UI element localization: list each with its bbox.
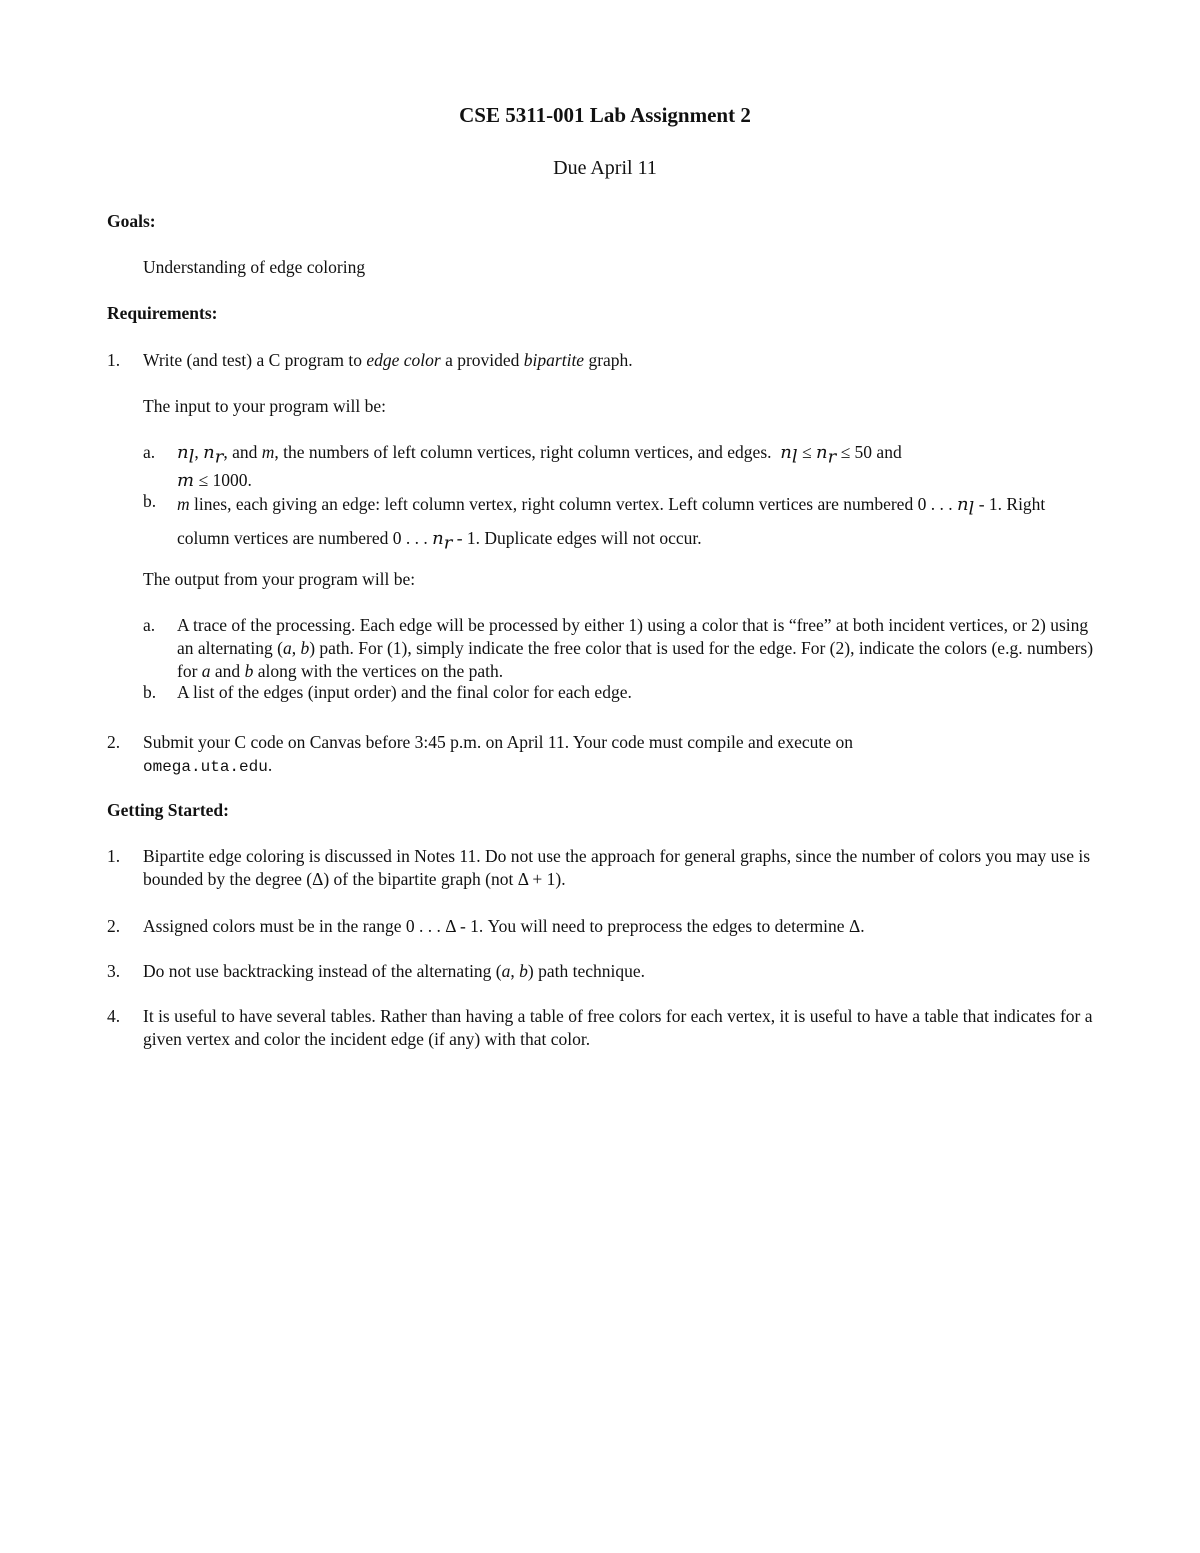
math-operator: ≤ [797, 442, 816, 462]
item-number: 2. [107, 916, 121, 936]
item-number: 2. [107, 732, 121, 752]
math-operator: ≤ [194, 469, 213, 490]
goals-heading: Goals: [107, 211, 156, 231]
item-number: 4. [107, 1006, 121, 1026]
math-number: 50 [854, 442, 873, 462]
math-b: b [300, 638, 310, 658]
text-run: along with the vertices on the path. [253, 661, 504, 681]
goals-text: Understanding of edge coloring [143, 257, 366, 277]
item-text [177, 490, 1102, 557]
math-n: n [177, 442, 189, 463]
requirements-heading: Requirements: [107, 303, 218, 323]
math-subscript: r [214, 446, 224, 468]
math-b: b [519, 961, 528, 981]
math-a: a [282, 638, 292, 658]
item-number: 1. [107, 846, 121, 866]
text-run: . [247, 469, 252, 490]
item-label: a. [143, 615, 156, 635]
text-run: Submit your C code on Canvas before 3:45 p.m. on April 11. Your code must compile and execute on [143, 732, 853, 752]
text-run: A trace of the processing. Each edge will be processed by either 1) using a color that is “free” at both incident vertices, or 2) using an alternating ( [177, 615, 1089, 658]
item-text [143, 960, 1103, 983]
text-run: lines, each giving an edge: left column vertex, right column vertex. Left column vertices are numbered 0 . . . [189, 494, 957, 514]
text-run: graph. [584, 350, 633, 370]
text-run: Write (and test) a C program to [143, 350, 367, 370]
text-run: Do not use backtracking instead of the alternating ( [143, 961, 502, 981]
text-run: a provided [440, 350, 524, 370]
math-m: m [261, 442, 275, 462]
input-intro: The input to your program will be: [143, 396, 387, 416]
math-subscript: r [443, 532, 453, 553]
getting-started-heading: Getting Started: [107, 800, 229, 820]
text-run: ) path. For (1), simply indicate the free color that is used for the edge. For (2), indicate the colors (e.g. numbers) for [177, 638, 1094, 681]
item-text [143, 349, 1103, 372]
math-number: 1000 [212, 469, 248, 490]
math-subscript: l [968, 498, 975, 520]
math-m: m [177, 494, 190, 514]
due-date: Due April 11 [553, 157, 657, 179]
item-label: a. [143, 442, 156, 462]
math-n: n [780, 442, 792, 463]
math-subscript: l [188, 446, 195, 468]
math-subscript: r [827, 446, 837, 468]
item-text: Assigned colors must be in the range 0 . . . Δ - 1. You will need to preprocess the edges to determine Δ. [143, 916, 865, 936]
item-text: It is useful to have several tables. Rather than having a table of free colors for each vertex, it is useful to have a table that indicates for a given vertex and color the incident edge (if any) with that color. [143, 1006, 1093, 1049]
item-text [177, 614, 1102, 683]
text-run: , [510, 961, 520, 981]
text-run: and [210, 661, 245, 681]
text-run: - 1. Right column vertices are numbered 0 . . . [177, 494, 1046, 548]
output-intro: The output from your program will be: [143, 569, 416, 589]
math-operator: ≤ [836, 442, 855, 462]
document-title: CSE 5311-001 Lab Assignment 2 [459, 103, 751, 127]
text-run: - 1. Duplicate edges will not occur. [452, 527, 702, 548]
item-text [177, 441, 1102, 492]
math-m: m [177, 469, 195, 491]
item-number: 1. [107, 350, 121, 370]
item-number: 3. [107, 961, 121, 981]
text-run: , and [223, 442, 262, 462]
math-n: n [956, 494, 969, 515]
text-run: . [267, 755, 273, 775]
math-a: a [501, 961, 511, 981]
item-label: b. [143, 682, 157, 702]
item-text: Bipartite edge coloring is discussed in Notes 11. Do not use the approach for general graphs, since the number of colors you may use is bounded by the degree (Δ) of the bipartite graph (not Δ + 1). [143, 846, 1091, 889]
item-text: A list of the edges (input order) and the final color for each edge. [177, 682, 632, 702]
emphasis-edge-color: edge color [366, 350, 441, 370]
text-run: and [872, 442, 902, 462]
emphasis-bipartite: bipartite [523, 350, 585, 370]
math-n: n [203, 442, 215, 463]
item-label: b. [143, 491, 157, 511]
math-subscript: l [791, 446, 798, 468]
math-n: n [432, 527, 444, 549]
text-run: ) path technique. [527, 961, 645, 981]
text-run: , [291, 638, 301, 658]
item-text [143, 731, 1103, 779]
math-b: b [244, 661, 254, 681]
text-run: , the numbers of left column vertices, right column vertices, and edges. [274, 442, 772, 462]
math-a: a [201, 661, 211, 681]
hostname: omega.uta.edu [143, 758, 268, 776]
math-n: n [815, 442, 828, 463]
text-run: , [194, 442, 199, 462]
